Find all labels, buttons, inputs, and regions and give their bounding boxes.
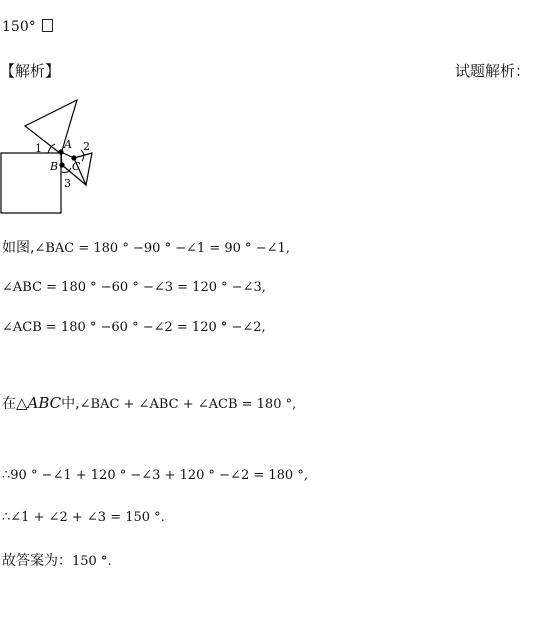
step-line-2: ∠ABC = 180 ° −60 ° −∠3 = 120 ° −∠3, bbox=[2, 280, 266, 295]
label-c: C bbox=[72, 160, 81, 173]
step-4-math: ∠BAC + ∠ABC + ∠ACB = 180 °, bbox=[79, 397, 297, 412]
label-b: B bbox=[50, 160, 59, 173]
label-2: 2 bbox=[83, 140, 90, 153]
point-a bbox=[58, 149, 63, 154]
solution-heading: 试题解析： bbox=[454, 62, 530, 80]
step-1-math: ∠BAC = 180 ° −90 ° −∠1 = 90 ° −∠1, bbox=[34, 241, 290, 256]
answer-line bbox=[2, 19, 53, 35]
step-line-5: ∴90 ° −∠1 + 120 ° −∠3 + 120 ° −∠2 = 180 °, bbox=[2, 468, 308, 483]
step-4-prefix: 在 bbox=[2, 396, 16, 412]
step-line-4 bbox=[2, 393, 296, 413]
step-1-prefix: 如图, bbox=[2, 240, 35, 256]
final-answer-math: 150 °. bbox=[72, 554, 112, 569]
analysis-heading: 【解析】 bbox=[0, 62, 61, 80]
step-line-3: ∠ACB = 180 ° −60 ° −∠2 = 120 ° −∠2, bbox=[2, 320, 266, 335]
triangle-abc: △ABC bbox=[16, 394, 62, 412]
final-answer-prefix: 故答案为： bbox=[2, 553, 72, 569]
geometry-figure bbox=[0, 96, 110, 218]
step-4-mid: 中, bbox=[61, 396, 80, 412]
empty-box-icon bbox=[42, 19, 53, 32]
step-line-6: ∴∠1 + ∠2 + ∠3 = 150 °. bbox=[2, 510, 165, 525]
point-b bbox=[59, 162, 64, 167]
step-line-7 bbox=[2, 550, 112, 570]
label-3: 3 bbox=[64, 177, 71, 190]
label-1: 1 bbox=[35, 142, 42, 155]
answer-text: 150° bbox=[2, 19, 36, 35]
step-line-1 bbox=[2, 237, 290, 257]
label-a: A bbox=[64, 138, 72, 151]
